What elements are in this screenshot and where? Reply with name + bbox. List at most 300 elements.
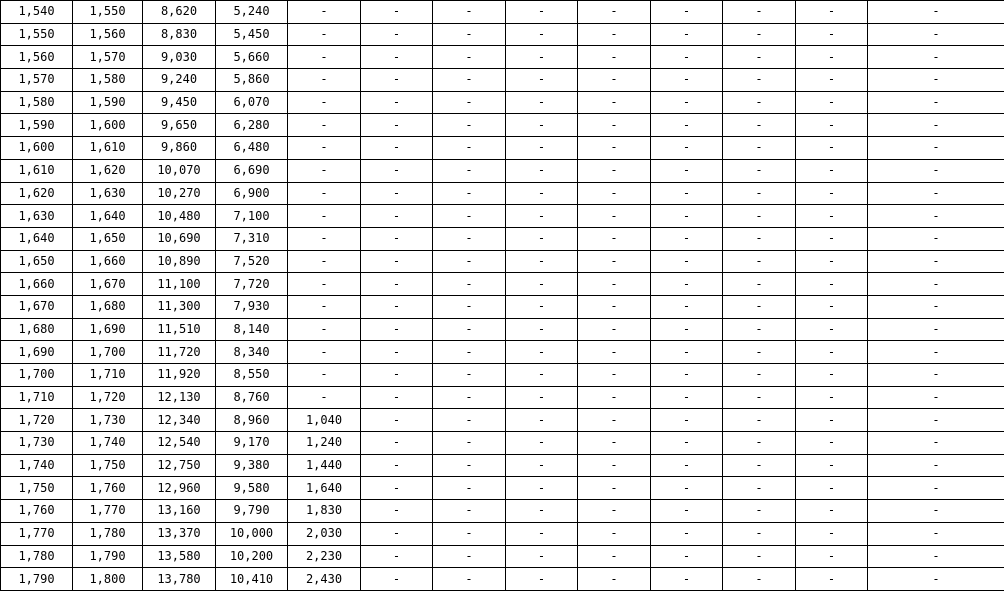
table-cell: - <box>288 182 361 205</box>
table-cell: - <box>796 273 868 296</box>
table-cell: - <box>796 91 868 114</box>
table-cell: - <box>361 386 433 409</box>
table-cell: - <box>796 205 868 228</box>
table-cell: 5,450 <box>216 23 288 46</box>
table-cell: - <box>433 182 506 205</box>
table-cell: - <box>796 137 868 160</box>
table-cell: 1,560 <box>73 23 143 46</box>
table-cell: - <box>868 295 1004 318</box>
table-cell: - <box>651 386 723 409</box>
table-cell: - <box>288 23 361 46</box>
table-cell: - <box>433 318 506 341</box>
table-cell: 6,690 <box>216 159 288 182</box>
table-cell: - <box>868 227 1004 250</box>
table-cell: 1,570 <box>1 69 73 92</box>
table-cell: 1,670 <box>73 273 143 296</box>
table-cell: - <box>651 250 723 273</box>
table-cell: - <box>433 568 506 591</box>
table-row <box>1 477 1004 500</box>
table-cell: - <box>723 1 796 24</box>
table-cell: - <box>723 454 796 477</box>
table-cell: 11,920 <box>143 364 216 387</box>
table-cell: - <box>651 69 723 92</box>
table-cell: 10,690 <box>143 227 216 250</box>
table-cell: - <box>723 23 796 46</box>
table-cell: 1,760 <box>73 477 143 500</box>
table-cell: 8,340 <box>216 341 288 364</box>
table-cell: 1,830 <box>288 500 361 523</box>
table-cell: - <box>433 46 506 69</box>
table-cell: 1,720 <box>1 409 73 432</box>
table-cell: - <box>361 159 433 182</box>
table-cell: - <box>361 409 433 432</box>
table-row <box>1 364 1004 387</box>
table-cell: - <box>288 318 361 341</box>
table-cell: 8,550 <box>216 364 288 387</box>
table-cell: - <box>506 409 578 432</box>
table-cell: - <box>796 454 868 477</box>
table-cell: - <box>361 500 433 523</box>
table-cell: - <box>506 522 578 545</box>
table-cell: - <box>651 205 723 228</box>
table-cell: - <box>578 409 651 432</box>
table-cell: - <box>433 23 506 46</box>
table-cell: 1,630 <box>1 205 73 228</box>
table-row <box>1 568 1004 591</box>
table-cell: - <box>868 568 1004 591</box>
table-cell: 1,600 <box>73 114 143 137</box>
table-cell: - <box>651 182 723 205</box>
table-cell: - <box>433 69 506 92</box>
table-cell: 1,580 <box>73 69 143 92</box>
table-cell: - <box>868 159 1004 182</box>
table-cell: - <box>288 295 361 318</box>
table-cell: 7,310 <box>216 227 288 250</box>
table-cell: - <box>578 432 651 455</box>
table-cell: 5,240 <box>216 1 288 24</box>
table-cell: - <box>506 250 578 273</box>
table-cell: - <box>578 364 651 387</box>
table-cell: - <box>578 250 651 273</box>
table-cell: 1,730 <box>1 432 73 455</box>
table-cell: - <box>796 46 868 69</box>
table-cell: 11,100 <box>143 273 216 296</box>
table-cell: 9,170 <box>216 432 288 455</box>
table-cell: - <box>433 250 506 273</box>
table-cell: - <box>506 46 578 69</box>
table-cell: - <box>723 205 796 228</box>
table-cell: - <box>506 364 578 387</box>
table-cell: - <box>506 432 578 455</box>
table-cell: 1,700 <box>73 341 143 364</box>
table-cell: - <box>723 364 796 387</box>
table-cell: - <box>723 227 796 250</box>
table-cell: - <box>288 250 361 273</box>
table-row <box>1 545 1004 568</box>
table-cell: 11,510 <box>143 318 216 341</box>
table-cell: 10,890 <box>143 250 216 273</box>
table-cell: 1,590 <box>73 91 143 114</box>
table-body <box>1 1 1004 591</box>
table-cell: - <box>723 273 796 296</box>
table-cell: - <box>361 46 433 69</box>
table-cell: - <box>796 500 868 523</box>
table-cell: - <box>723 69 796 92</box>
table-cell: 6,900 <box>216 182 288 205</box>
table-cell: - <box>361 295 433 318</box>
table-cell: - <box>578 500 651 523</box>
table-cell: - <box>506 568 578 591</box>
table-cell: - <box>868 1 1004 24</box>
table-cell: - <box>723 295 796 318</box>
table-cell: - <box>578 91 651 114</box>
table-cell: 1,770 <box>1 522 73 545</box>
table-cell: - <box>723 46 796 69</box>
table-cell: - <box>651 477 723 500</box>
table-cell: - <box>578 69 651 92</box>
table-cell: 1,660 <box>73 250 143 273</box>
table-cell: - <box>361 454 433 477</box>
table-cell: - <box>796 341 868 364</box>
table-cell: - <box>723 432 796 455</box>
table-cell: - <box>796 69 868 92</box>
table-cell: - <box>796 386 868 409</box>
table-cell: - <box>361 318 433 341</box>
table-cell: - <box>723 477 796 500</box>
table-cell: - <box>868 341 1004 364</box>
table-cell: - <box>506 454 578 477</box>
table-cell: - <box>506 23 578 46</box>
table-cell: 1,750 <box>1 477 73 500</box>
table-row <box>1 159 1004 182</box>
table-row <box>1 522 1004 545</box>
table-cell: 9,240 <box>143 69 216 92</box>
table-cell: 12,340 <box>143 409 216 432</box>
table-cell: 8,140 <box>216 318 288 341</box>
table-cell: - <box>361 273 433 296</box>
table-cell: - <box>578 159 651 182</box>
table-cell: 1,780 <box>1 545 73 568</box>
table-row <box>1 205 1004 228</box>
table-cell: - <box>433 545 506 568</box>
table-cell: - <box>578 46 651 69</box>
table-cell: - <box>506 69 578 92</box>
table-cell: - <box>433 364 506 387</box>
table-cell: - <box>723 114 796 137</box>
table-cell: 13,780 <box>143 568 216 591</box>
table-cell: - <box>506 114 578 137</box>
table-cell: - <box>651 545 723 568</box>
table-cell: - <box>796 522 868 545</box>
table-cell: 6,070 <box>216 91 288 114</box>
table-cell: - <box>796 114 868 137</box>
table-cell: 9,650 <box>143 114 216 137</box>
table-cell: 9,790 <box>216 500 288 523</box>
table-cell: 9,580 <box>216 477 288 500</box>
table-cell: 1,610 <box>73 137 143 160</box>
table-cell: - <box>578 454 651 477</box>
table-cell: 10,070 <box>143 159 216 182</box>
table-cell: - <box>288 91 361 114</box>
table-cell: - <box>361 364 433 387</box>
table-cell: - <box>506 137 578 160</box>
table-cell: - <box>723 318 796 341</box>
table-cell: - <box>651 159 723 182</box>
table-row <box>1 227 1004 250</box>
table-cell: - <box>578 23 651 46</box>
table-cell: - <box>651 454 723 477</box>
table-cell: - <box>578 386 651 409</box>
table-cell: 12,130 <box>143 386 216 409</box>
table-cell: - <box>433 409 506 432</box>
table-row <box>1 409 1004 432</box>
table-cell: 11,720 <box>143 341 216 364</box>
table-cell: 8,760 <box>216 386 288 409</box>
table-cell: - <box>651 91 723 114</box>
table-cell: - <box>433 159 506 182</box>
table-row <box>1 500 1004 523</box>
table-cell: 1,600 <box>1 137 73 160</box>
table-cell: 5,660 <box>216 46 288 69</box>
table-cell: 1,760 <box>1 500 73 523</box>
table-cell: - <box>651 364 723 387</box>
table-cell: 8,620 <box>143 1 216 24</box>
table-cell: - <box>433 91 506 114</box>
table-cell: - <box>433 295 506 318</box>
table-cell: 7,520 <box>216 250 288 273</box>
table-cell: 1,680 <box>1 318 73 341</box>
table-cell: - <box>868 454 1004 477</box>
table-cell: - <box>723 568 796 591</box>
table-cell: - <box>288 1 361 24</box>
table-cell: 1,620 <box>73 159 143 182</box>
table-cell: - <box>651 227 723 250</box>
table-cell: - <box>361 137 433 160</box>
table-cell: - <box>288 46 361 69</box>
table-row <box>1 250 1004 273</box>
table-cell: - <box>361 522 433 545</box>
table-row <box>1 137 1004 160</box>
table-cell: 7,930 <box>216 295 288 318</box>
table-cell: - <box>651 23 723 46</box>
table-cell: 11,300 <box>143 295 216 318</box>
table-cell: - <box>868 432 1004 455</box>
table-cell: 2,230 <box>288 545 361 568</box>
table-cell: - <box>433 273 506 296</box>
table-cell: - <box>361 227 433 250</box>
table-cell: - <box>506 500 578 523</box>
table-row <box>1 432 1004 455</box>
table-cell: - <box>796 318 868 341</box>
table-cell: - <box>868 69 1004 92</box>
table-cell: - <box>796 409 868 432</box>
table-cell: - <box>651 295 723 318</box>
table-cell: 1,720 <box>73 386 143 409</box>
table-cell: - <box>868 500 1004 523</box>
table-cell: - <box>288 114 361 137</box>
table-cell: - <box>651 1 723 24</box>
table-cell: 9,030 <box>143 46 216 69</box>
table-cell: - <box>578 477 651 500</box>
table-cell: 10,000 <box>216 522 288 545</box>
table-cell: 12,960 <box>143 477 216 500</box>
table-cell: 9,450 <box>143 91 216 114</box>
table-cell: 13,580 <box>143 545 216 568</box>
table-cell: 1,650 <box>73 227 143 250</box>
table-cell: - <box>578 545 651 568</box>
table-cell: 1,240 <box>288 432 361 455</box>
table-cell: - <box>433 137 506 160</box>
table-cell: - <box>288 205 361 228</box>
table-cell: 1,570 <box>73 46 143 69</box>
table-cell: - <box>433 114 506 137</box>
table-cell: - <box>578 522 651 545</box>
table-cell: - <box>433 227 506 250</box>
table-cell: - <box>868 23 1004 46</box>
table-cell: - <box>433 341 506 364</box>
table-cell: - <box>796 432 868 455</box>
table-cell: - <box>796 568 868 591</box>
table-cell: 10,200 <box>216 545 288 568</box>
table-cell: - <box>796 227 868 250</box>
table-cell: 7,100 <box>216 205 288 228</box>
table-cell: - <box>578 341 651 364</box>
table-cell: - <box>578 227 651 250</box>
table-cell: - <box>578 205 651 228</box>
table-cell: - <box>506 386 578 409</box>
table-cell: - <box>506 318 578 341</box>
table-cell: 12,750 <box>143 454 216 477</box>
table-cell: - <box>361 91 433 114</box>
table-cell: - <box>868 477 1004 500</box>
table-cell: 1,730 <box>73 409 143 432</box>
table-cell: 1,680 <box>73 295 143 318</box>
table-cell: - <box>433 454 506 477</box>
table-cell: 1,440 <box>288 454 361 477</box>
table-row <box>1 341 1004 364</box>
table-cell: - <box>361 182 433 205</box>
table-cell: 10,270 <box>143 182 216 205</box>
table-cell: - <box>288 364 361 387</box>
table-cell: - <box>796 1 868 24</box>
table-cell: - <box>868 91 1004 114</box>
table-cell: - <box>723 545 796 568</box>
table-cell: - <box>288 273 361 296</box>
table-cell: - <box>868 273 1004 296</box>
table-cell: - <box>796 23 868 46</box>
table-cell: - <box>651 318 723 341</box>
table-cell: - <box>578 273 651 296</box>
table-cell: - <box>578 182 651 205</box>
table-cell: - <box>868 114 1004 137</box>
table-cell: - <box>723 91 796 114</box>
table-cell: - <box>723 182 796 205</box>
table-cell: 13,370 <box>143 522 216 545</box>
table-cell: - <box>433 205 506 228</box>
table-cell: 1,750 <box>73 454 143 477</box>
table-cell: - <box>723 500 796 523</box>
table-cell: - <box>361 341 433 364</box>
table-cell: - <box>868 522 1004 545</box>
table-cell: 1,550 <box>1 23 73 46</box>
table-cell: - <box>506 182 578 205</box>
table-cell: 1,620 <box>1 182 73 205</box>
table-row <box>1 91 1004 114</box>
table-cell: - <box>868 409 1004 432</box>
table-cell: - <box>723 250 796 273</box>
table-cell: - <box>868 318 1004 341</box>
table-cell: - <box>506 545 578 568</box>
table-cell: - <box>506 1 578 24</box>
table-row <box>1 454 1004 477</box>
table-cell: 1,740 <box>1 454 73 477</box>
table-cell: - <box>868 205 1004 228</box>
table-cell: 1,540 <box>1 1 73 24</box>
table-cell: 1,710 <box>73 364 143 387</box>
table-cell: - <box>723 341 796 364</box>
table-cell: - <box>361 69 433 92</box>
table-cell: - <box>723 159 796 182</box>
table-row <box>1 295 1004 318</box>
table-cell: 1,040 <box>288 409 361 432</box>
table-cell: 1,800 <box>73 568 143 591</box>
table-cell: 13,160 <box>143 500 216 523</box>
table-cell: - <box>506 159 578 182</box>
table-cell: 7,720 <box>216 273 288 296</box>
table-cell: 1,630 <box>73 182 143 205</box>
table-cell: 6,480 <box>216 137 288 160</box>
table-cell: - <box>433 477 506 500</box>
table-cell: - <box>578 1 651 24</box>
table-cell: - <box>723 137 796 160</box>
table-cell: - <box>868 137 1004 160</box>
table-cell: - <box>796 182 868 205</box>
table-row <box>1 318 1004 341</box>
table-cell: 1,700 <box>1 364 73 387</box>
table-cell: - <box>506 205 578 228</box>
table-cell: 1,580 <box>1 91 73 114</box>
table-cell: - <box>433 500 506 523</box>
table-cell: - <box>506 91 578 114</box>
table-cell: - <box>361 250 433 273</box>
table-cell: - <box>578 137 651 160</box>
table-cell: 6,280 <box>216 114 288 137</box>
table-cell: 1,650 <box>1 250 73 273</box>
table-cell: - <box>651 273 723 296</box>
table-cell: 1,780 <box>73 522 143 545</box>
table-cell: - <box>506 295 578 318</box>
table-cell: - <box>578 114 651 137</box>
table-cell: - <box>723 386 796 409</box>
table-cell: - <box>868 545 1004 568</box>
table-row <box>1 1 1004 24</box>
table-cell: 10,480 <box>143 205 216 228</box>
table-cell: - <box>433 522 506 545</box>
table-cell: - <box>361 114 433 137</box>
table-cell: 1,660 <box>1 273 73 296</box>
table-cell: 1,740 <box>73 432 143 455</box>
table-cell: 2,430 <box>288 568 361 591</box>
table-cell: - <box>288 227 361 250</box>
table-cell: - <box>361 545 433 568</box>
table-cell: 9,860 <box>143 137 216 160</box>
table-cell: - <box>868 250 1004 273</box>
table-cell: 1,590 <box>1 114 73 137</box>
table-cell: - <box>796 250 868 273</box>
table-cell: - <box>288 159 361 182</box>
table-cell: 1,790 <box>73 545 143 568</box>
table-cell: 1,550 <box>73 1 143 24</box>
